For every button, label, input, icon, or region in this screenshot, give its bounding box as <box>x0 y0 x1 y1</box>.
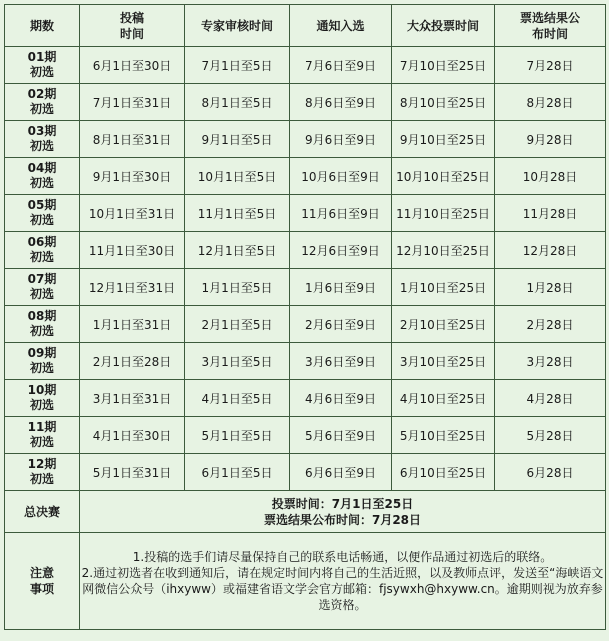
review-cell: 5月1日至5日 <box>185 417 290 454</box>
vote-cell: 10月10日至25日 <box>392 158 495 195</box>
column-header-4 <box>392 5 495 47</box>
round-period: 04期 <box>27 161 57 175</box>
submit-cell: 2月1日至28日 <box>80 343 185 380</box>
column-header-line2: 时间 <box>119 26 144 41</box>
round-stage: 初选 <box>29 287 54 301</box>
notify-cell: 3月6日至9日 <box>290 343 392 380</box>
round-stage: 初选 <box>29 65 54 79</box>
round-period: 01期 <box>27 50 57 64</box>
notify-cell: 11月6日至9日 <box>290 195 392 232</box>
round-cell <box>5 269 80 306</box>
review-cell: 9月1日至5日 <box>185 121 290 158</box>
result-cell: 3月28日 <box>495 343 606 380</box>
column-header-5 <box>495 5 606 47</box>
column-header-0 <box>5 5 80 47</box>
submit-cell: 5月1日至31日 <box>80 454 185 491</box>
round-stage: 初选 <box>29 324 54 338</box>
notify-cell: 9月6日至9日 <box>290 121 392 158</box>
notify-cell: 12月6日至9日 <box>290 232 392 269</box>
round-cell <box>5 417 80 454</box>
submit-cell: 11月1日至30日 <box>80 232 185 269</box>
round-cell <box>5 121 80 158</box>
table-row <box>5 380 606 417</box>
round-cell <box>5 195 80 232</box>
vote-cell: 9月10日至25日 <box>392 121 495 158</box>
final-round-row <box>5 491 606 533</box>
vote-cell: 6月10日至25日 <box>392 454 495 491</box>
vote-cell: 3月10日至25日 <box>392 343 495 380</box>
final-round-label: 总决赛 <box>5 491 80 533</box>
notify-cell: 5月6日至9日 <box>290 417 392 454</box>
table-row <box>5 84 606 121</box>
notify-cell: 7月6日至9日 <box>290 47 392 84</box>
table-body <box>5 47 606 491</box>
table-row <box>5 269 606 306</box>
column-header-line1: 通知入选 <box>316 18 365 33</box>
table-row <box>5 158 606 195</box>
column-header-1 <box>80 5 185 47</box>
vote-cell: 11月10日至25日 <box>392 195 495 232</box>
vote-cell: 1月10日至25日 <box>392 269 495 306</box>
result-cell: 11月28日 <box>495 195 606 232</box>
column-header-line1: 投稿 <box>119 10 144 25</box>
result-cell: 10月28日 <box>495 158 606 195</box>
notes-label-line1: 注意 <box>29 566 54 580</box>
header-row <box>5 5 606 47</box>
result-cell: 1月28日 <box>495 269 606 306</box>
vote-cell: 5月10日至25日 <box>392 417 495 454</box>
notify-cell: 1月6日至9日 <box>290 269 392 306</box>
round-stage: 初选 <box>29 102 54 116</box>
round-period: 03期 <box>27 124 57 138</box>
round-period: 06期 <box>27 235 57 249</box>
review-cell: 7月1日至5日 <box>185 47 290 84</box>
submit-cell: 6月1日至30日 <box>80 47 185 84</box>
column-header-line1: 大众投票时间 <box>406 18 479 33</box>
vote-cell: 7月10日至25日 <box>392 47 495 84</box>
table-row <box>5 232 606 269</box>
competition-schedule-table <box>4 4 606 630</box>
round-cell <box>5 232 80 269</box>
table-row <box>5 343 606 380</box>
round-cell <box>5 380 80 417</box>
review-cell: 1月1日至5日 <box>185 269 290 306</box>
round-cell <box>5 306 80 343</box>
round-stage: 初选 <box>29 213 54 227</box>
result-cell: 6月28日 <box>495 454 606 491</box>
submit-cell: 10月1日至31日 <box>80 195 185 232</box>
note-item-2: 2.通过初选者在收到通知后，请在规定时间内将自己的生活近照，以及教师点评，发送至“海峡语文网微信公众号（ihxyww）或福建省语文学会官方邮箱：fjsywxh@hxyww.cn。逾期则视为放弃参选资格。 <box>81 566 604 612</box>
round-stage: 初选 <box>29 361 54 375</box>
round-period: 05期 <box>27 198 57 212</box>
column-header-line1: 期数 <box>29 18 54 33</box>
submit-cell: 9月1日至30日 <box>80 158 185 195</box>
table-row <box>5 306 606 343</box>
round-period: 07期 <box>27 272 57 286</box>
result-cell: 4月28日 <box>495 380 606 417</box>
submit-cell: 3月1日至31日 <box>80 380 185 417</box>
round-cell <box>5 84 80 121</box>
round-period: 08期 <box>27 309 57 323</box>
notify-cell: 2月6日至9日 <box>290 306 392 343</box>
submit-cell: 12月1日至31日 <box>80 269 185 306</box>
round-period: 11期 <box>27 420 57 434</box>
round-stage: 初选 <box>29 250 54 264</box>
review-cell: 2月1日至5日 <box>185 306 290 343</box>
round-period: 09期 <box>27 346 57 360</box>
round-cell <box>5 454 80 491</box>
final-result-time: 票选结果公布时间：7月28日 <box>263 512 422 527</box>
column-header-line2: 布时间 <box>531 26 568 41</box>
notify-cell: 6月6日至9日 <box>290 454 392 491</box>
notes-label <box>5 533 80 630</box>
round-period: 12期 <box>27 457 57 471</box>
submit-cell: 1月1日至31日 <box>80 306 185 343</box>
notes-label-line2: 事项 <box>29 582 54 596</box>
round-stage: 初选 <box>29 139 54 153</box>
vote-cell: 4月10日至25日 <box>392 380 495 417</box>
result-cell: 12月28日 <box>495 232 606 269</box>
column-header-line1: 票选结果公 <box>519 10 580 25</box>
notify-cell: 8月6日至9日 <box>290 84 392 121</box>
review-cell: 11月1日至5日 <box>185 195 290 232</box>
notes-row <box>5 533 606 630</box>
review-cell: 8月1日至5日 <box>185 84 290 121</box>
column-header-2 <box>185 5 290 47</box>
submit-cell: 4月1日至30日 <box>80 417 185 454</box>
table-row <box>5 454 606 491</box>
review-cell: 12月1日至5日 <box>185 232 290 269</box>
round-period: 02期 <box>27 87 57 101</box>
result-cell: 9月28日 <box>495 121 606 158</box>
note-item-1: 1.投稿的选手们请尽量保持自己的联系电话畅通，以便作品通过初选后的联络。 <box>132 550 553 564</box>
round-period: 10期 <box>27 383 57 397</box>
result-cell: 7月28日 <box>495 47 606 84</box>
review-cell: 4月1日至5日 <box>185 380 290 417</box>
round-cell <box>5 47 80 84</box>
result-cell: 2月28日 <box>495 306 606 343</box>
column-header-3 <box>290 5 392 47</box>
final-vote-time: 投票时间：7月1日至25日 <box>271 496 414 511</box>
table-row <box>5 417 606 454</box>
table-row <box>5 121 606 158</box>
review-cell: 6月1日至5日 <box>185 454 290 491</box>
review-cell: 3月1日至5日 <box>185 343 290 380</box>
vote-cell: 12月10日至25日 <box>392 232 495 269</box>
notify-cell: 4月6日至9日 <box>290 380 392 417</box>
column-header-line1: 专家审核时间 <box>200 18 273 33</box>
round-stage: 初选 <box>29 398 54 412</box>
result-cell: 8月28日 <box>495 84 606 121</box>
final-round-info <box>80 491 606 533</box>
round-cell <box>5 158 80 195</box>
table-header <box>5 5 606 47</box>
round-stage: 初选 <box>29 176 54 190</box>
round-cell <box>5 343 80 380</box>
review-cell: 10月1日至5日 <box>185 158 290 195</box>
vote-cell: 2月10日至25日 <box>392 306 495 343</box>
table-row <box>5 47 606 84</box>
notes-content <box>80 533 606 630</box>
vote-cell: 8月10日至25日 <box>392 84 495 121</box>
notify-cell: 10月6日至9日 <box>290 158 392 195</box>
submit-cell: 8月1日至31日 <box>80 121 185 158</box>
submit-cell: 7月1日至31日 <box>80 84 185 121</box>
table-row <box>5 195 606 232</box>
round-stage: 初选 <box>29 435 54 449</box>
result-cell: 5月28日 <box>495 417 606 454</box>
round-stage: 初选 <box>29 472 54 486</box>
